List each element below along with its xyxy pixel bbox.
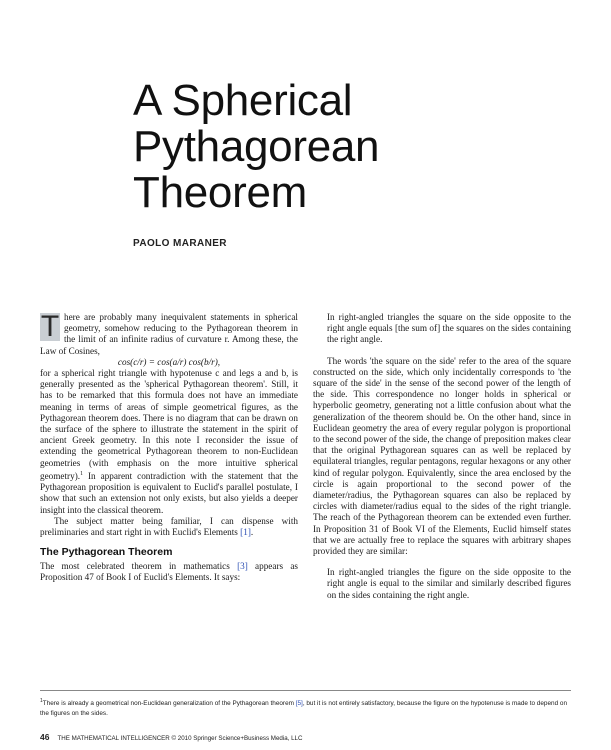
right-column [313,312,571,601]
article-title [133,78,573,216]
body-paragraph: The words 'the square on the side' refer to the area of the square constructed on the side, which only incidentally corresponds to 'the square of the side' in the sense of the second power of the length of the side. This correspondence no longer holds in spherical or hyperbolic geometry, generating not a little confusion about what the generalization of the theorem should be. On the other hand, since in Euclidean geometry the area of every regular polygon is proportional to the second power of the side, the change of preposition makes clear that the original Pythagorean squares can as well be replaced by equilateral triangles, regular pentagons, regular hexagons or any other kind of regular polygon. Equivalently, since the area enclosed by the circle is again proportional to the second power of the diameter/radius, the Pythagorean squares can also be replaced by circles with diameter/radius equal to the sides of the right triangle. The reach of the Pythagorean theorem can be extended even further. In Proposition 31 of Book VI of the Elements, Euclid himself states that we are actually free to replace the squares with arbitrary shapes provided they are similar: [313,355,571,557]
title-line: Pythagorean [133,122,380,171]
citation-link[interactable]: [5] [295,700,303,708]
title-line: A Spherical [133,76,353,125]
drop-cap: T [40,310,60,343]
footnote-number: 1 [40,698,43,704]
author-name: PAOLO MARANER [133,238,227,249]
body-paragraph: The most celebrated theorem in mathematics [3] appears as Proposition 47 of Book I of Euclid's Elements. It says: [40,561,298,583]
citation-link[interactable]: [3] [237,561,248,572]
body-paragraph: for a spherical right triangle with hypotenuse c and legs a and b, is generally presented as the 'spherical Pythagorean theorem'. Still, it has to be remarked that this formula does not have an immediate meaning in terms of areas of simple geometrical figures, as the Pythagorean theorem does. There is no diagram that can be drawn on the surface of the sphere to illustrate the statement in the spirit of ancient Greek geometry. In this note I reconsider the issue of extending the geometrical Pythagorean theorem to non-Euclidean geometries (with emphasis on the more intuitive spherical geometry).$^1$ In apparent contradiction with the statement that the Pythagorean proposition is equivalent to Euclid's parallel postulate, I show that such an extension not only exists, but also yields a deeper insight into the classical theorem. [40,368,298,515]
footnote: $^1$There is already a geometrical non-Euclidean generalization of the Pythagorean theorem [5], but it is not entirely satisfactory, because the figure on the hypotenuse is made to depend on the figures on the sides. [40,698,568,718]
block-quote: In right-angled triangles the square on the side opposite to the right angle equals [the sum of] the squares on the sides containing the right angle. [327,312,571,345]
block-quote: In right-angled triangles the figure on the side opposite to the right angle is equal to the similar and similarly described figures on the sides containing the right angle. [327,567,571,600]
body-paragraph: The subject matter being familiar, I can dispense with preliminaries and start right in with Euclid's Elements [1]. [40,515,298,537]
page-number: 46 [40,732,50,742]
footnote-divider [40,690,571,691]
page-footer [40,732,302,742]
citation-link[interactable]: [1] [240,526,251,537]
section-heading: The Pythagorean Theorem [40,546,173,559]
journal-credit: THE MATHEMATICAL INTELLIGENCER © 2010 Springer Science+Business Media, LLC [57,735,303,742]
left-column [40,312,298,584]
title-line: Theorem [133,168,307,217]
law-of-cosines-formula: cos(c/r) = cos(a/r) cos(b/r), [117,356,221,367]
intro-paragraph: T here are probably many inequivalent statements in spherical geometry, somehow reducing to the Pythagorean theorem in the limit of an infinite radius of curvature r. Among these, the Law of Cosines, [40,310,298,356]
footnote-marker[interactable]: 1 [80,470,84,477]
